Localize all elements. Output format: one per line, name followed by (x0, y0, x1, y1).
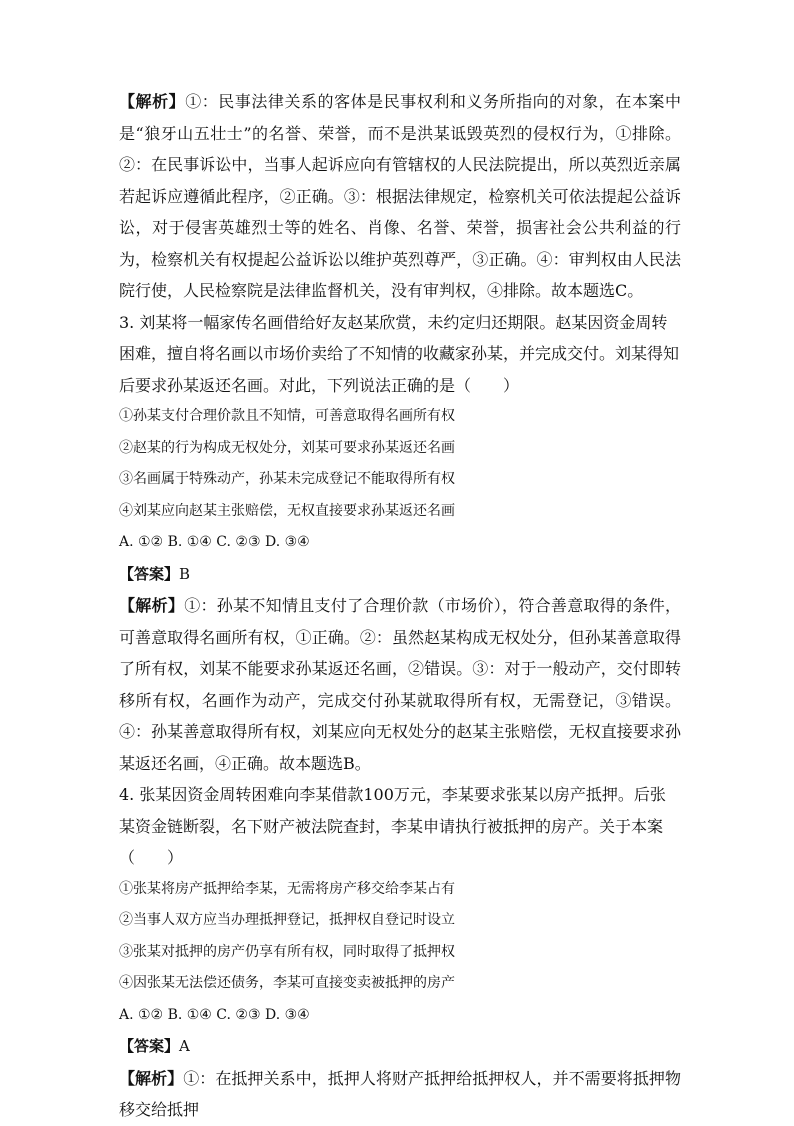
question-4-option-2: ②当事人双方应当办理抵押登记，抵押权自登记时设立 (119, 912, 455, 928)
question-3-choices: A. ①② B. ①④ C. ②③ D. ③④ (119, 534, 310, 550)
question-4-stem: 4. 张某因资金周转困难向李某借款100万元，李某要求张某以房产抵押。后张某资金链断裂，名下财产被法院查封，李某申请执行被抵押的房产。关于本案（ ） (119, 785, 666, 867)
question-3-option-2: ②赵某的行为构成无权处分，刘某可要求孙某返还名画 (119, 439, 455, 456)
analysis-text: ①：在抵押关系中，抵押人将财产抵押给抵押权人，并不需要将抵押物移交给抵押 (119, 1068, 681, 1119)
question-4-option-4: ④因张某无法偿还债务，李某可直接变卖被抵押的房产 (119, 975, 455, 991)
answer-label: 【答案】 (119, 564, 180, 583)
question-3-analysis (119, 590, 681, 779)
answer-value: A (179, 1037, 190, 1055)
analysis-paragraph (119, 86, 681, 307)
analysis-text: ①：孙某不知情且支付了合理价款（市场价），符合善意取得的条件，可善意取得名画所有权，①正确。②：虽然赵某构成无权处分，但孙某善意取得了所有权，刘某不能要求孙某返还名画，②错误。③：对于一般动产，交付即转移所有权，名画作为动产，完成交付孙某就取得所有权，无需登记，③错误。④：孙某善意取得所有权，刘某应向无权处分的赵某主张赔偿，无权直接要求孙某返还名画，④正确。故本题选B。 (119, 596, 681, 773)
question-4-option-1: ①张某将房产抵押给李某，无需将房产移交给李某占有 (119, 880, 455, 897)
answer-value: B (179, 564, 191, 583)
question-3-option-1: ①孙某支付合理价款且不知情，可善意取得名画所有权 (119, 408, 455, 424)
question-3-stem: 3. 刘某将一幅家传名画借给好友赵某欣赏，未约定归还期限。赵某因资金周转困难，擅自将名画以市场价卖给了不知情的收藏家孙某，并完成交付。刘某得知后要求孙某返还名画。对此，下列说法正确的是（ ） (119, 312, 680, 395)
question-4-analysis (119, 1063, 681, 1126)
analysis-label: 【解析】 (119, 92, 186, 111)
answer-label: 【答案】 (119, 1037, 180, 1055)
analysis-label: 【解析】 (119, 1068, 184, 1088)
question-4-choices: A. ①② B. ①④ C. ②③ D. ③④ (119, 1006, 310, 1023)
question-4-answer (119, 1031, 681, 1063)
question-3-answer (119, 559, 681, 591)
document-content (119, 86, 681, 1126)
question-3-option-3: ③名画属于特殊动产，孙某未完成登记不能取得所有权 (119, 471, 455, 487)
analysis-label: 【解析】 (119, 596, 185, 615)
question-4-option-3: ③张某对抵押的房产仍享有所有权，同时取得了抵押权 (119, 943, 455, 960)
analysis-text: ①：民事法律关系的客体是民事权利和义务所指向的对象，在本案中是“狼牙山五壮士”的名誉、荣誉，而不是洪某诋毁英烈的侵权行为，①排除。②：在民事诉讼中，当事人起诉应向有管辖权的人民法院提出，所以英烈近亲属若起诉应遵循此程序，②正确。③：根据法律规定，检察机关可依法提起公益诉讼，对于侵害英雄烈士等的姓名、肖像、名誉、荣誉，损害社会公共利益的行为，检察机关有权提起公益诉讼以维护英烈尊严，③正确。④：审判权由人民法院行使，人民检察院是法律监督机关，没有审判权，④排除。故本题选C。 (119, 92, 681, 300)
question-3-option-4: ④刘某应向赵某主张赔偿，无权直接要求孙某返还名画 (119, 502, 455, 519)
